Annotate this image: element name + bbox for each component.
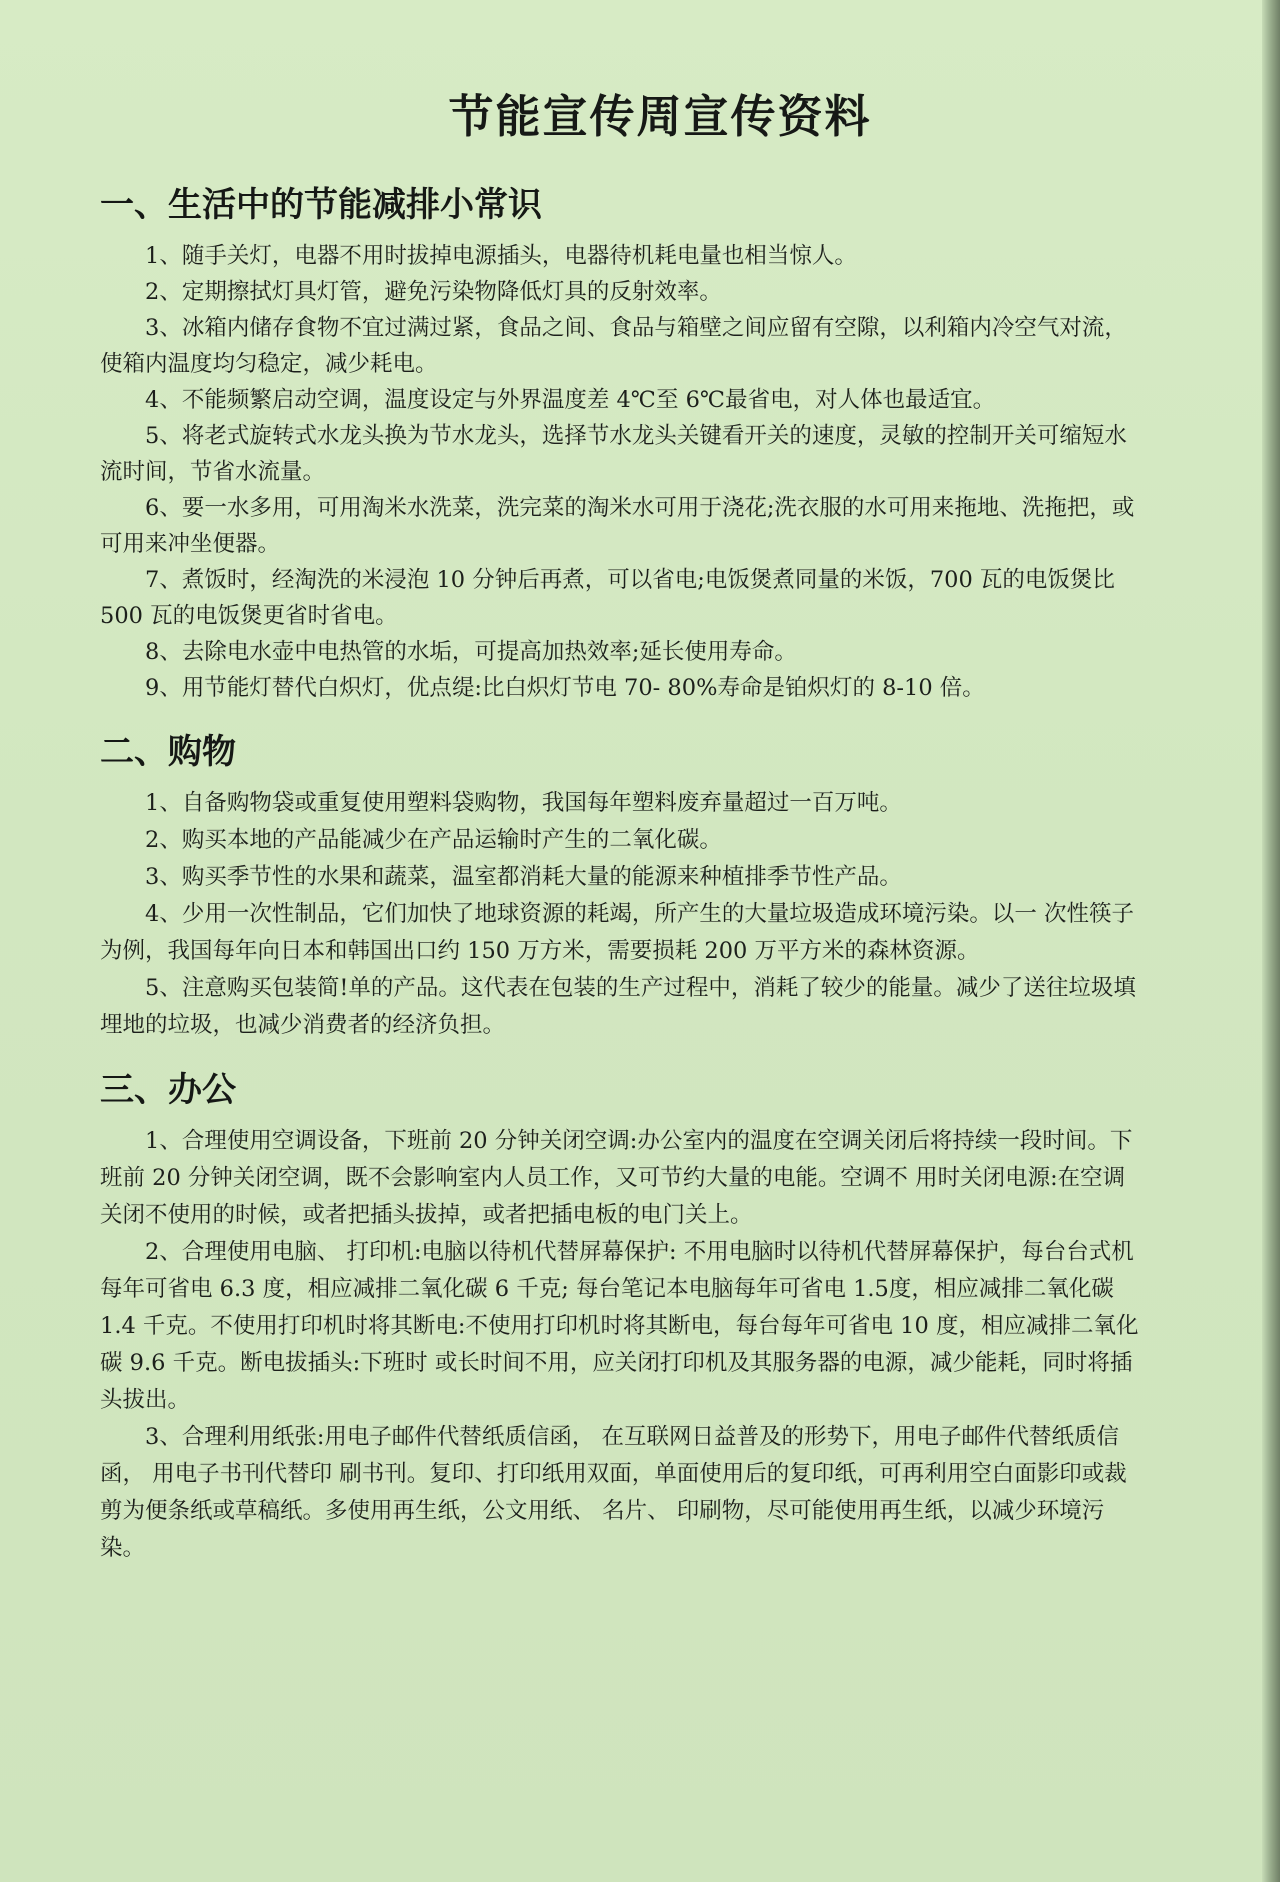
section-life-tips bbox=[100, 177, 1140, 706]
section-office bbox=[100, 1062, 1140, 1567]
list-item: 1、自备购物袋或重复使用塑料袋购物，我国每年塑料废弃量超过一百万吨。 bbox=[145, 790, 902, 816]
list-item: 7、煮饭时，经淘洗的米浸泡 10 分钟后再煮，可以省电;电饭煲煮同量的米饭，700 瓦的电饭煲比 500 瓦的电饭煲更省时省电。 bbox=[100, 567, 1115, 629]
list-item: 5、将老式旋转式水龙头换为节水龙头，选择节水龙头关键看开关的速度，灵敏的控制开关可缩短水流时间，节省水流量。 bbox=[100, 423, 1127, 485]
list-item: 1、合理使用空调设备，下班前 20 分钟关闭空调:办公室内的温度在空调关闭后将持续一段时间。下班前 20 分钟关闭空调，既不会影响室内人员工作，又可节约大量的电能。空调不 用时关闭电源:在空调关闭不使用的时候，或者把插头拔掉，或者把插电板的电门关上。 bbox=[100, 1128, 1133, 1228]
list-item: 2、定期擦拭灯具灯管，避免污染物降低灯具的反射效率。 bbox=[145, 279, 722, 305]
list-item: 3、冰箱内储存食物不宜过满过紧，食品之间、食品与箱壁之间应留有空隙，以利箱内冷空气对流，使箱内温度均匀稳定，减少耗电。 bbox=[100, 315, 1127, 377]
list-item: 4、不能频繁启动空调，温度设定与外界温度差 4℃至 6℃最省电，对人体也最适宜。 bbox=[145, 387, 996, 413]
list-item: 6、要一水多用，可用淘米水洗菜，洗完菜的淘米水可用于浇花;洗衣服的水可用来拖地、洗拖把，或可用来冲坐便器。 bbox=[100, 495, 1135, 557]
list-item: 3、合理利用纸张:用电子邮件代替纸质信函， 在互联网日益普及的形势下，用电子邮件代替纸质信函， 用电子书刊代替印 刷书刊。复印、打印纸用双面，单面使用后的复印纸，可再利用空白面影印或裁剪为便条纸或草稿纸。多使用再生纸，公文用纸、 名片、 印刷物，尽可能使用再生纸，以减少环境污染。 bbox=[100, 1424, 1127, 1561]
list-item: 2、购买本地的产品能减少在产品运输时产生的二氧化碳。 bbox=[145, 827, 722, 853]
list-item: 2、合理使用电脑、 打印机:电脑以待机代替屏幕保护: 不用电脑时以待机代替屏幕保护，每台台式机每年可省电 6.3 度，相应减排二氧化碳 6 千克; 每台笔记本电脑每年可省电 1.5度，相应减排二氧化碳 1.4 千克。不使用打印机时将其断电:不使用打印机时将其断电，每台每年可省电 10 度，相应减排二氧化碳 9.6 千克。断电拔插头:下班时 或长时间不用，应关闭打印机及其服务器的电源，减少能耗，同时将插头拔出。 bbox=[100, 1239, 1139, 1413]
document-title: 节能宣传周宣传资料 bbox=[448, 90, 872, 143]
list-item: 1、随手关灯，电器不用时拔掉电源插头，电器待机耗电量也相当惊人。 bbox=[145, 243, 857, 269]
page-edge-shadow bbox=[1262, 0, 1280, 1882]
section-shopping bbox=[100, 724, 1140, 1044]
list-item: 4、少用一次性制品，它们加快了地球资源的耗竭，所产生的大量垃圾造成环境污染。以一 次性筷子为例，我国每年向日本和韩国出口约 150 万方米，需要损耗 200 万平方米的森林资源。 bbox=[100, 901, 1134, 964]
list-item: 3、购买季节性的水果和蔬菜，温室都消耗大量的能源来种植排季节性产品。 bbox=[145, 864, 902, 890]
list-item: 5、注意购买包装简!单的产品。这代表在包装的生产过程中，消耗了较少的能量。减少了送往垃圾填埋地的垃圾，也减少消费者的经济负担。 bbox=[100, 975, 1136, 1038]
section-heading: 一、生活中的节能减排小常识 bbox=[100, 185, 542, 225]
document-body bbox=[100, 80, 1140, 1581]
list-item: 9、用节能灯替代白炽灯，优点缇:比白炽灯节电 70- 80%寿命是铂炽灯的 8-10 倍。 bbox=[145, 675, 985, 701]
list-item: 8、去除电水壶中电热管的水垢，可提高加热效率;延长使用寿命。 bbox=[145, 639, 797, 665]
section-heading: 三、办公 bbox=[100, 1070, 236, 1110]
section-heading: 二、购物 bbox=[100, 732, 236, 772]
